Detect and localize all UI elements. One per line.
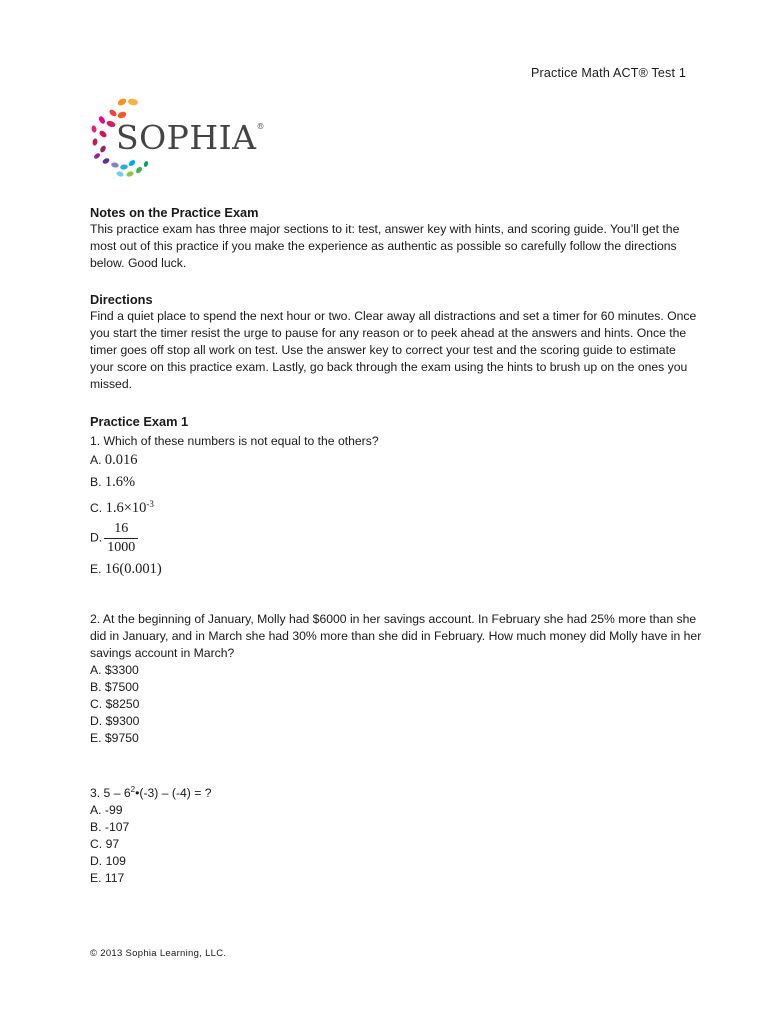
question-3-block [90, 781, 702, 887]
q2-option-d: D. $9300 [90, 714, 140, 728]
question-2: 2. At the beginning of January, Molly had $6000 in her savings account. In February she had 25% more than she did in January, and in March she had 30% more than she did in February. How much money did Molly have in her savings account in March? [90, 612, 702, 660]
directions-heading: Directions [90, 292, 153, 307]
question-3: 3. $5 - 6^2•(-3) - (-4)$ = ? [90, 785, 212, 801]
logo-wordmark: SOPHIA® [116, 118, 266, 157]
directions-body: Find a quiet place to spend the next hour or two. Clear away all distractions and set a timer for 60 minutes. Once you start the timer resist the urge to pause for any reason or to peek ahead at the answers and hints. Once the timer goes off stop all work on test. Use the answer key to correct your test and the scoring guide to estimate your score on this practice exam. Lastly, go back through the exam using the hints to brush up on the ones you missed. [90, 309, 697, 391]
q2-option-a: A. $3300 [90, 663, 139, 677]
directions-section [90, 291, 702, 393]
q1-option-a: A. 0.016 [90, 452, 138, 468]
fraction: $\frac{16}{1000}$ [104, 520, 138, 557]
q1-option-d: D. $\frac{16}{1000}$ [90, 520, 702, 557]
q1-option-b: B. 1.6% [90, 474, 136, 490]
q3-option-a: A. -99 [90, 803, 123, 818]
notes-body: This practice exam has three major sections to it: test, answer key with hints, and scoring guide. You’ll get the most out of this practice if you make the experience as authentic as possible so carefully follow the directions below. Good luck. [90, 222, 680, 270]
q1-option-c: C. $1.6\times 10^{-3}$ [90, 499, 154, 517]
q3-option-e: E. 117 [90, 871, 125, 886]
q2-option-c: C. $8250 [90, 697, 140, 711]
exam-section [90, 413, 702, 578]
exam-heading: Practice Exam 1 [90, 414, 189, 429]
q3-option-d: D. 109 [90, 854, 126, 869]
q2-option-e: E. $9750 [90, 731, 139, 745]
question-2-block [90, 611, 702, 747]
q1-option-e: E. 16(0.001) [90, 561, 162, 578]
question-1: 1. Which of these numbers is not equal to the others? [90, 434, 379, 448]
notes-heading: Notes on the Practice Exam [90, 205, 259, 220]
q3-option-b: B. -107 [90, 820, 130, 835]
page-footer: © 2013 Sophia Learning, LLC. [90, 948, 227, 959]
q3-option-c: C. 97 [90, 837, 120, 852]
notes-section [90, 204, 702, 272]
q2-option-b: B. $7500 [90, 680, 139, 694]
page-header: Practice Math ACT® Test 1 [530, 66, 686, 80]
